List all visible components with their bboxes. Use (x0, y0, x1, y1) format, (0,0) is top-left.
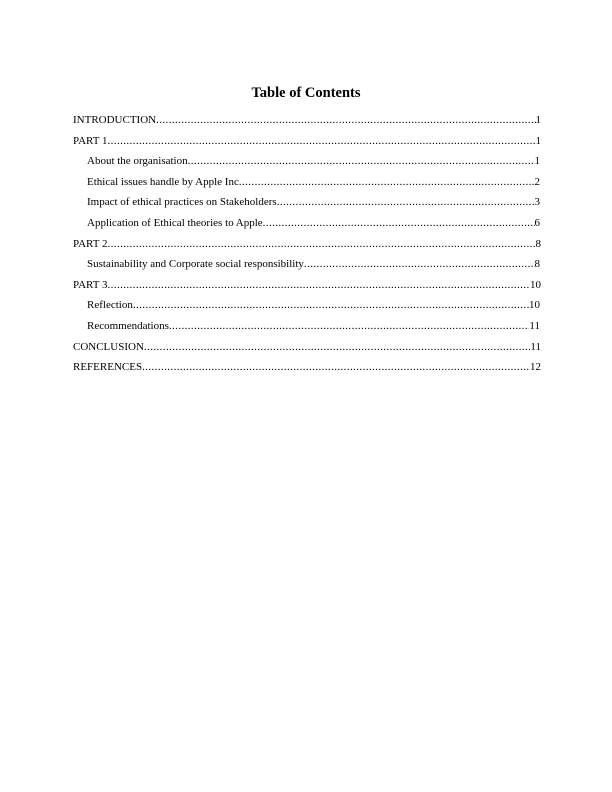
toc-dot-leader (108, 134, 536, 148)
toc-entry-part-1[interactable] (73, 134, 541, 155)
toc-dot-leader (144, 340, 531, 354)
toc-entry-part-2[interactable] (73, 237, 541, 258)
toc-page-number: 12 (530, 361, 541, 374)
toc-entry-label: Impact of ethical practices on Stakeholders (87, 196, 277, 209)
toc-entry-sustainability-and-csr[interactable] (73, 257, 540, 278)
toc-entry-label: PART 2 (73, 237, 108, 250)
toc-entry-introduction[interactable] (73, 113, 541, 134)
toc-title: Table of Contents (251, 85, 361, 101)
toc-entry-label: Application of Ethical theories to Apple (87, 216, 263, 229)
toc-dot-leader (188, 154, 535, 168)
toc-entry-label: PART 3 (73, 278, 108, 291)
toc-dot-leader (142, 360, 530, 374)
toc-entry-conclusion[interactable] (73, 340, 541, 361)
toc-entry-label: About the organisation (87, 155, 188, 168)
toc-list (73, 113, 541, 381)
toc-entry-about-the-organisation[interactable] (73, 154, 540, 175)
toc-entry-impact-of-ethical-practices[interactable] (73, 195, 540, 216)
toc-page-number: 11 (530, 340, 541, 353)
toc-dot-leader (156, 113, 535, 127)
toc-entry-application-of-ethical-theories[interactable] (73, 216, 540, 237)
toc-page-number: 8 (535, 237, 541, 250)
toc-page-number: 10 (529, 299, 540, 312)
toc-dot-leader (108, 237, 536, 251)
toc-page-number: 1 (535, 114, 541, 126)
toc-entry-ethical-issues[interactable] (73, 175, 540, 196)
toc-entry-label: Recommendations (87, 319, 169, 332)
toc-page-number: 2 (534, 175, 540, 188)
toc-page-number: 8 (534, 258, 540, 271)
toc-entry-label: INTRODUCTION (73, 114, 157, 126)
toc-dot-leader (108, 278, 531, 292)
toc-page-number: 1 (534, 155, 540, 168)
toc-dot-leader (263, 216, 535, 230)
toc-dot-leader (277, 195, 535, 209)
toc-dot-leader (304, 257, 535, 271)
toc-page-number: 11 (529, 319, 540, 332)
toc-dot-leader (169, 319, 530, 333)
toc-entry-reflection[interactable] (73, 298, 540, 319)
toc-dot-leader (239, 175, 535, 189)
toc-page-number: 6 (534, 216, 540, 229)
toc-entry-recommendations[interactable] (73, 319, 540, 340)
toc-entry-label: REFERENCES (73, 361, 143, 374)
toc-entry-label: CONCLUSION (73, 340, 144, 353)
toc-page-number: 10 (530, 278, 541, 291)
toc-entry-label: PART 1 (73, 134, 108, 147)
toc-page-number: 1 (535, 134, 541, 147)
toc-entry-label: Ethical issues handle by Apple Inc (87, 175, 239, 188)
toc-entry-references[interactable] (73, 360, 541, 381)
toc-entry-label: Sustainability and Corporate social responsibility (87, 258, 304, 271)
toc-page-number: 3 (534, 196, 540, 209)
toc-entry-part-3[interactable] (73, 278, 541, 299)
toc-entry-label: Reflection (87, 299, 133, 312)
toc-dot-leader (133, 298, 529, 312)
